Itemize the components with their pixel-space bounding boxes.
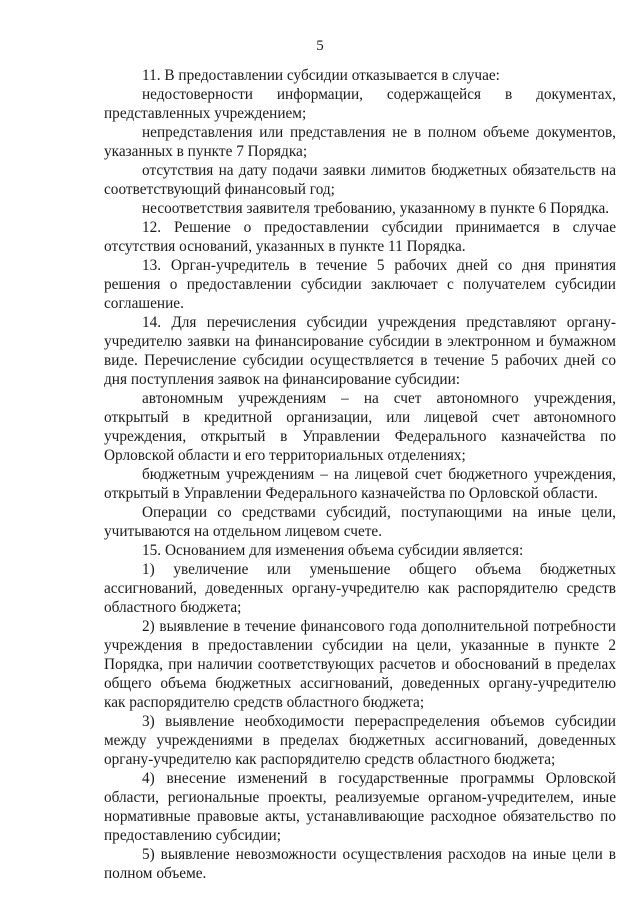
paragraph-13: 13. Орган-учредитель в течение 5 рабочих дней со дня принятия решения о предоставлении субсидии заключает с получателем субсидии соглашение. bbox=[104, 257, 616, 312]
paragraph-11-item-4: несоответствия заявителя требованию, указанному в пункте 6 Порядка. bbox=[142, 200, 610, 217]
paragraph-11-item-1: недостоверности информации, содержащейся в документах, представленных учреждением; bbox=[104, 86, 616, 122]
paragraph-15-item-1: 1) увеличение или уменьшение общего объема бюджетных ассигнований, доведенных органу-учредителю как распорядителю средств областного бюджета; bbox=[104, 561, 616, 616]
paragraph-14-item-2: бюджетным учреждениям – на лицевой счет бюджетного учреждения, открытый в Управлении Федерального казначейства по Орловской области. bbox=[104, 466, 616, 502]
paragraph-15-item-4: 4) внесение изменений в государственные программы Орловской области, региональные проекты, реализуемые органом-учредителем, иные нормативные правовые акты, устанавливающие расходное обязательство по предоставлению субсидии; bbox=[104, 770, 616, 844]
paragraph-14: 14. Для перечисления субсидии учреждения представляют органу-учредителю заявки на финансирование субсидии в электронном и бумажном виде. Перечисление субсидии осуществляется в течение 5 рабочих дней со дня поступления заявок на финансирование субсидии: bbox=[104, 314, 616, 388]
paragraph-11-item-2: непредставления или представления не в полном объеме документов, указанных в пункте 7 Порядка; bbox=[104, 124, 616, 160]
paragraph-15-item-5: 5) выявление невозможности осуществления расходов на иные цели в полном объеме. bbox=[104, 846, 616, 882]
paragraph-14-item-1: автономным учреждениям – на счет автономного учреждения, открытый в кредитной организации, или лицевой счет автономного учреждения, открытый в Управлении Федерального казначейства по Орловской области и его территориальных отделениях; bbox=[104, 390, 616, 464]
paragraph-15: 15. Основанием для изменения объема субсидии является: bbox=[142, 542, 524, 559]
paragraph-11: 11. В предоставлении субсидии отказывается в случае: bbox=[142, 67, 500, 84]
page-number: 5 bbox=[316, 38, 324, 54]
paragraph-15-item-2: 2) выявление в течение финансового года дополнительной потребности учреждения в предоставлении субсидии на цели, указанные в пункте 2 Порядка, при наличии соответствующих расчетов и обоснований в пределах общего объема бюджетных ассигнований, доведенных органу-учредителю как распорядителю средств областного бюджета; bbox=[104, 618, 616, 711]
paragraph-12: 12. Решение о предоставлении субсидии принимается в случае отсутствия оснований, указанных в пункте 11 Порядка. bbox=[104, 219, 616, 255]
document-body bbox=[104, 66, 616, 883]
paragraph-14-note: Операции со средствами субсидий, поступающими на иные цели, учитываются на отдельном лицевом счете. bbox=[104, 504, 616, 540]
paragraph-15-item-3: 3) выявление необходимости перераспределения объемов субсидии между учреждениями в пределах бюджетных ассигнований, доведенных органу-учредителю как распорядителю средств областного бюджета; bbox=[104, 713, 616, 768]
paragraph-11-item-3: отсутствия на дату подачи заявки лимитов бюджетных обязательств на соответствующий финансовый год; bbox=[104, 162, 616, 198]
